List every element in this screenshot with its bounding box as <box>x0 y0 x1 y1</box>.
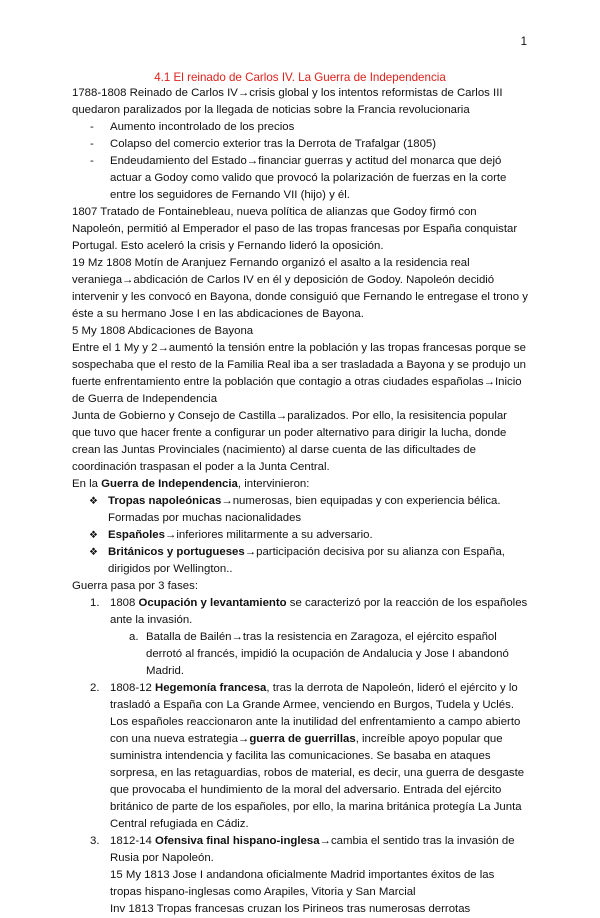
phase-note: Inv 1813 Tropas francesas cruzan los Pirineos tras numerosas derrotas <box>110 903 471 915</box>
list-item: - Endeudamiento del Estado→financiar guerras y actitud del monarca que dejó actuar a Godoy como valido que provocó la polarización de fuerzas en la corte entre los seguidores de Fernando VII (hijo) y él. <box>110 153 528 204</box>
participants-list <box>72 493 528 578</box>
paragraph-junta: Junta de Gobierno y Consejo de Castilla→paralizados. Por ello, la resisitencia popular que tuvo que hacer frente a configurar un poder alternativo para dirigir la lucha, donde crean las Juntas Provinciales (nacimiento) al darse cuenta de las dificultades de coordinación traspasan el poder a la Junta Central. <box>72 410 507 473</box>
phase-note: 15 My 1813 Jose I andandona oficialmente Madrid importantes éxitos de las tropas hispano-inglesas como Arapiles, Vitoria y San Marcial <box>110 869 495 898</box>
list-item: 1. 1808 Ocupación y levantamiento se caracterizó por la reacción de los españoles ante la invasión. a. Batalla de Bailén→tras la resistencia en Zaragoza, el ejército español derrotó al francés, impidió la ocupación de Andalucia y Jose I abandonó Madrid. <box>110 595 528 680</box>
paragraph-participants-intro: En la Guerra de Independencia, intervinieron: <box>72 478 310 490</box>
paragraph-motin-aranjuez: 19 Mz 1808 Motín de Aranjuez Fernando organizó el asalto a la residencia real veraniega→abdicación de Carlos IV en él y deposición de Godoy. Napoleón decidió intervenir y les convocó en Bayona, donde consiguió que Fernando le entregase el trono y éste a su hermano Jose I en las abdicaciones de Bayona. <box>72 257 528 320</box>
paragraph-1807: 1807 Tratado de Fontainebleau, nueva política de alianzas que Godoy firmó con Napoleón, permitió al Emperador el paso de las tropas francesas por España conquistar Portugal. Esto aceleró la crisis y Fernando lideró la oposición. <box>72 206 518 252</box>
paragraph-levantamiento: Entre el 1 My y 2→aumentó la tensión entre la población y las tropas francesas porque se sospechaba que el resto de la Familia Real iba a ser trasladada a Bayona y se produjo un fuerte enfrentamiento entre la población que contagio a otras ciudades españolas→Inicio de Guerra de Independencia <box>72 342 527 405</box>
phases-list <box>72 595 528 918</box>
list-item: 3. 1812-14 Ofensiva final hispano-inglesa→cambia el sentido tras la invasión de Rusia por Napoleón. 15 My 1813 Jose I andandona oficialmente Madrid importantes éxitos de las tropas hispano-inglesas como Arapiles, Vitoria y San Marcial Inv 1813 Tropas francesas cruzan los Pirineos tras numerosas derrotas <box>110 833 528 918</box>
section-title: 4.1 El reinado de Carlos IV. La Guerra de Independencia <box>154 71 446 84</box>
paragraph-phases-intro: Guerra pasa por 3 fases: <box>72 580 198 592</box>
list-item: ❖ Españoles→inferiores militarmente a su adversario. <box>108 527 528 544</box>
intro-paragraph: 1788-1808 Reinado de Carlos IV→crisis global y los intentos reformistas de Carlos III quedaron paralizados por la llegada de noticias sobre la Francia revolucionaria <box>72 87 503 116</box>
list-item: - Aumento incontrolado de los precios <box>110 119 528 136</box>
crisis-list <box>72 119 528 204</box>
sub-list <box>110 629 528 680</box>
diamond-bullet-icon: ❖ <box>89 547 98 558</box>
list-item: 2. 1808-12 Hegemonía francesa, tras la derrota de Napoleón, lideró el ejército y lo trasladó a España con La Grande Armee, venciendo en Burgos, Tudela y Uclés. Los españoles reaccionaron ante la inutilidad del enfrentamiento a campo abierto con una nueva estrategia→guerra de guerrillas, increíble apoyo popular que suministra intendencia y facilita las comunicaciones. Se basaba en ataques sorpresa, en las retaguardias, robos de material, es decir, una guerra de desgaste que provocaba el hundimiento de la moral del adversario. Entrada del ejército británico de parte de los españoles, por ello, la marina británica protegía La Junta Central refugiada en Cádiz. <box>90 682 525 830</box>
paragraph-abdicaciones: 5 My 1808 Abdicaciones de Bayona <box>72 325 254 337</box>
list-item: ❖ Tropas napoleónicas→numerosas, bien equipadas y con experiencia bélica. Formadas por muchas nacionalidades <box>89 495 501 524</box>
diamond-bullet-icon: ❖ <box>89 496 98 507</box>
document-body <box>72 85 528 918</box>
list-item: ❖ Británicos y portugueses→participación decisiva por su alianza con España, dirigidos por Wellington.. <box>89 546 505 575</box>
list-item: - Colapso del comercio exterior tras la Derrota de Trafalgar (1805) <box>110 136 528 153</box>
page-number: 1 <box>520 36 527 48</box>
list-item: a. Batalla de Bailén→tras la resistencia en Zaragoza, el ejército español derrotó al francés, impidió la ocupación de Andalucia y Jose I abandonó Madrid. <box>129 631 509 677</box>
diamond-bullet-icon: ❖ <box>89 530 98 541</box>
